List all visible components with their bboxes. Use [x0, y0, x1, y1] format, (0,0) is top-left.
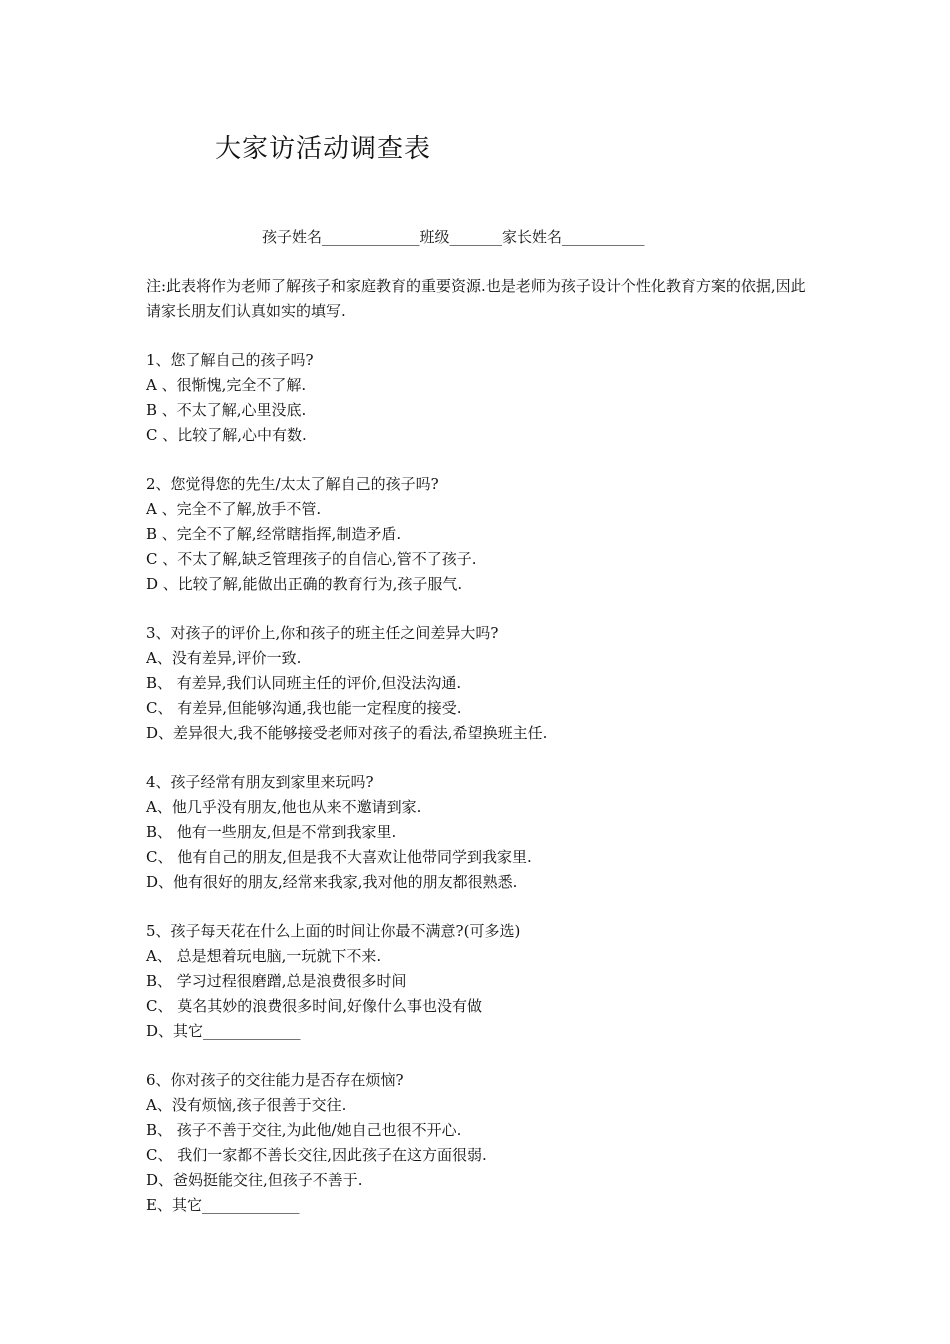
answer-option: D、他有很好的朋友,经常来我家,我对他的朋友都很熟悉. — [146, 873, 518, 891]
answer-option: C、 有差异,但能够沟通,我也能一定程度的接受. — [146, 699, 462, 717]
question-text: 1、您了解自己的孩子吗? — [146, 351, 314, 369]
question-block — [146, 621, 826, 746]
question-text: 4、孩子经常有朋友到家里来玩吗? — [146, 773, 374, 791]
answer-option: A、他几乎没有朋友,他也从来不邀请到家. — [146, 798, 422, 816]
answer-option: C、 莫名其妙的浪费很多时间,好像什么事也没有做 — [146, 997, 483, 1015]
note-paragraph: 注:此表将作为老师了解孩子和家庭教育的重要资源.也是老师为孩子设计个性化教育方案的依据,因此请家长朋友们认真如实的填写. — [146, 277, 806, 320]
question-block — [146, 472, 826, 597]
question-list — [146, 348, 826, 1242]
answer-option: A、 总是想着玩电脑,一玩就下不来. — [146, 947, 382, 965]
page-title: 大家访活动调查表 — [215, 134, 432, 164]
answer-option: A、没有差异,评价一致. — [146, 649, 302, 667]
answer-option: C、 他有自己的朋友,但是我不大喜欢让他带同学到我家里. — [146, 848, 532, 866]
answer-option: B、 孩子不善于交往,为此他/她自己也很不开心. — [146, 1121, 462, 1139]
question-text: 3、对孩子的评价上,你和孩子的班主任之间差异大吗? — [146, 624, 499, 642]
answer-option: B、 学习过程很磨蹭,总是浪费很多时间 — [146, 972, 407, 990]
info-line — [262, 226, 645, 248]
question-block — [146, 1068, 826, 1218]
answer-option: D、差异很大,我不能够接受老师对孩子的看法,希望换班主任. — [146, 724, 548, 742]
question-text: 2、您觉得您的先生/太太了解自己的孩子吗? — [146, 475, 439, 493]
answer-option: D、其它_____________ — [146, 1022, 301, 1040]
parent-name-label: 家长姓名 — [502, 228, 563, 246]
answer-option: A 、很惭愧,完全不了解. — [146, 376, 307, 394]
question-text: 6、你对孩子的交往能力是否存在烦恼? — [146, 1071, 404, 1089]
answer-option: B、 有差异,我们认同班主任的评价,但没法沟通. — [146, 674, 462, 692]
answer-option: B 、完全不了解,经常瞎指挥,制造矛盾. — [146, 525, 402, 543]
answer-option: C 、不太了解,缺乏管理孩子的自信心,管不了孩子. — [146, 550, 477, 568]
question-block — [146, 348, 826, 448]
question-block — [146, 919, 826, 1044]
parent-name-blank: ___________ — [562, 228, 645, 246]
question-block — [146, 770, 826, 895]
answer-option: D、爸妈挺能交往,但孩子不善于. — [146, 1171, 363, 1189]
child-name-blank: _____________ — [322, 228, 420, 246]
answer-option: C 、比较了解,心中有数. — [146, 426, 307, 444]
answer-option: A 、完全不了解,放手不管. — [146, 500, 322, 518]
class-blank: _______ — [449, 228, 503, 246]
answer-option: B 、不太了解,心里没底. — [146, 401, 307, 419]
question-text: 5、孩子每天花在什么上面的时间让你最不满意?(可多选) — [146, 922, 521, 940]
answer-option: C、 我们一家都不善长交往,因此孩子在这方面很弱. — [146, 1146, 487, 1164]
child-name-label: 孩子姓名 — [262, 228, 323, 246]
class-label: 班级 — [419, 228, 450, 246]
answer-option: E、其它_____________ — [146, 1196, 300, 1214]
answer-option: D 、比较了解,能做出正确的教育行为,孩子服气. — [146, 575, 463, 593]
answer-option: B、 他有一些朋友,但是不常到我家里. — [146, 823, 397, 841]
answer-option: A、没有烦恼,孩子很善于交往. — [146, 1096, 347, 1114]
